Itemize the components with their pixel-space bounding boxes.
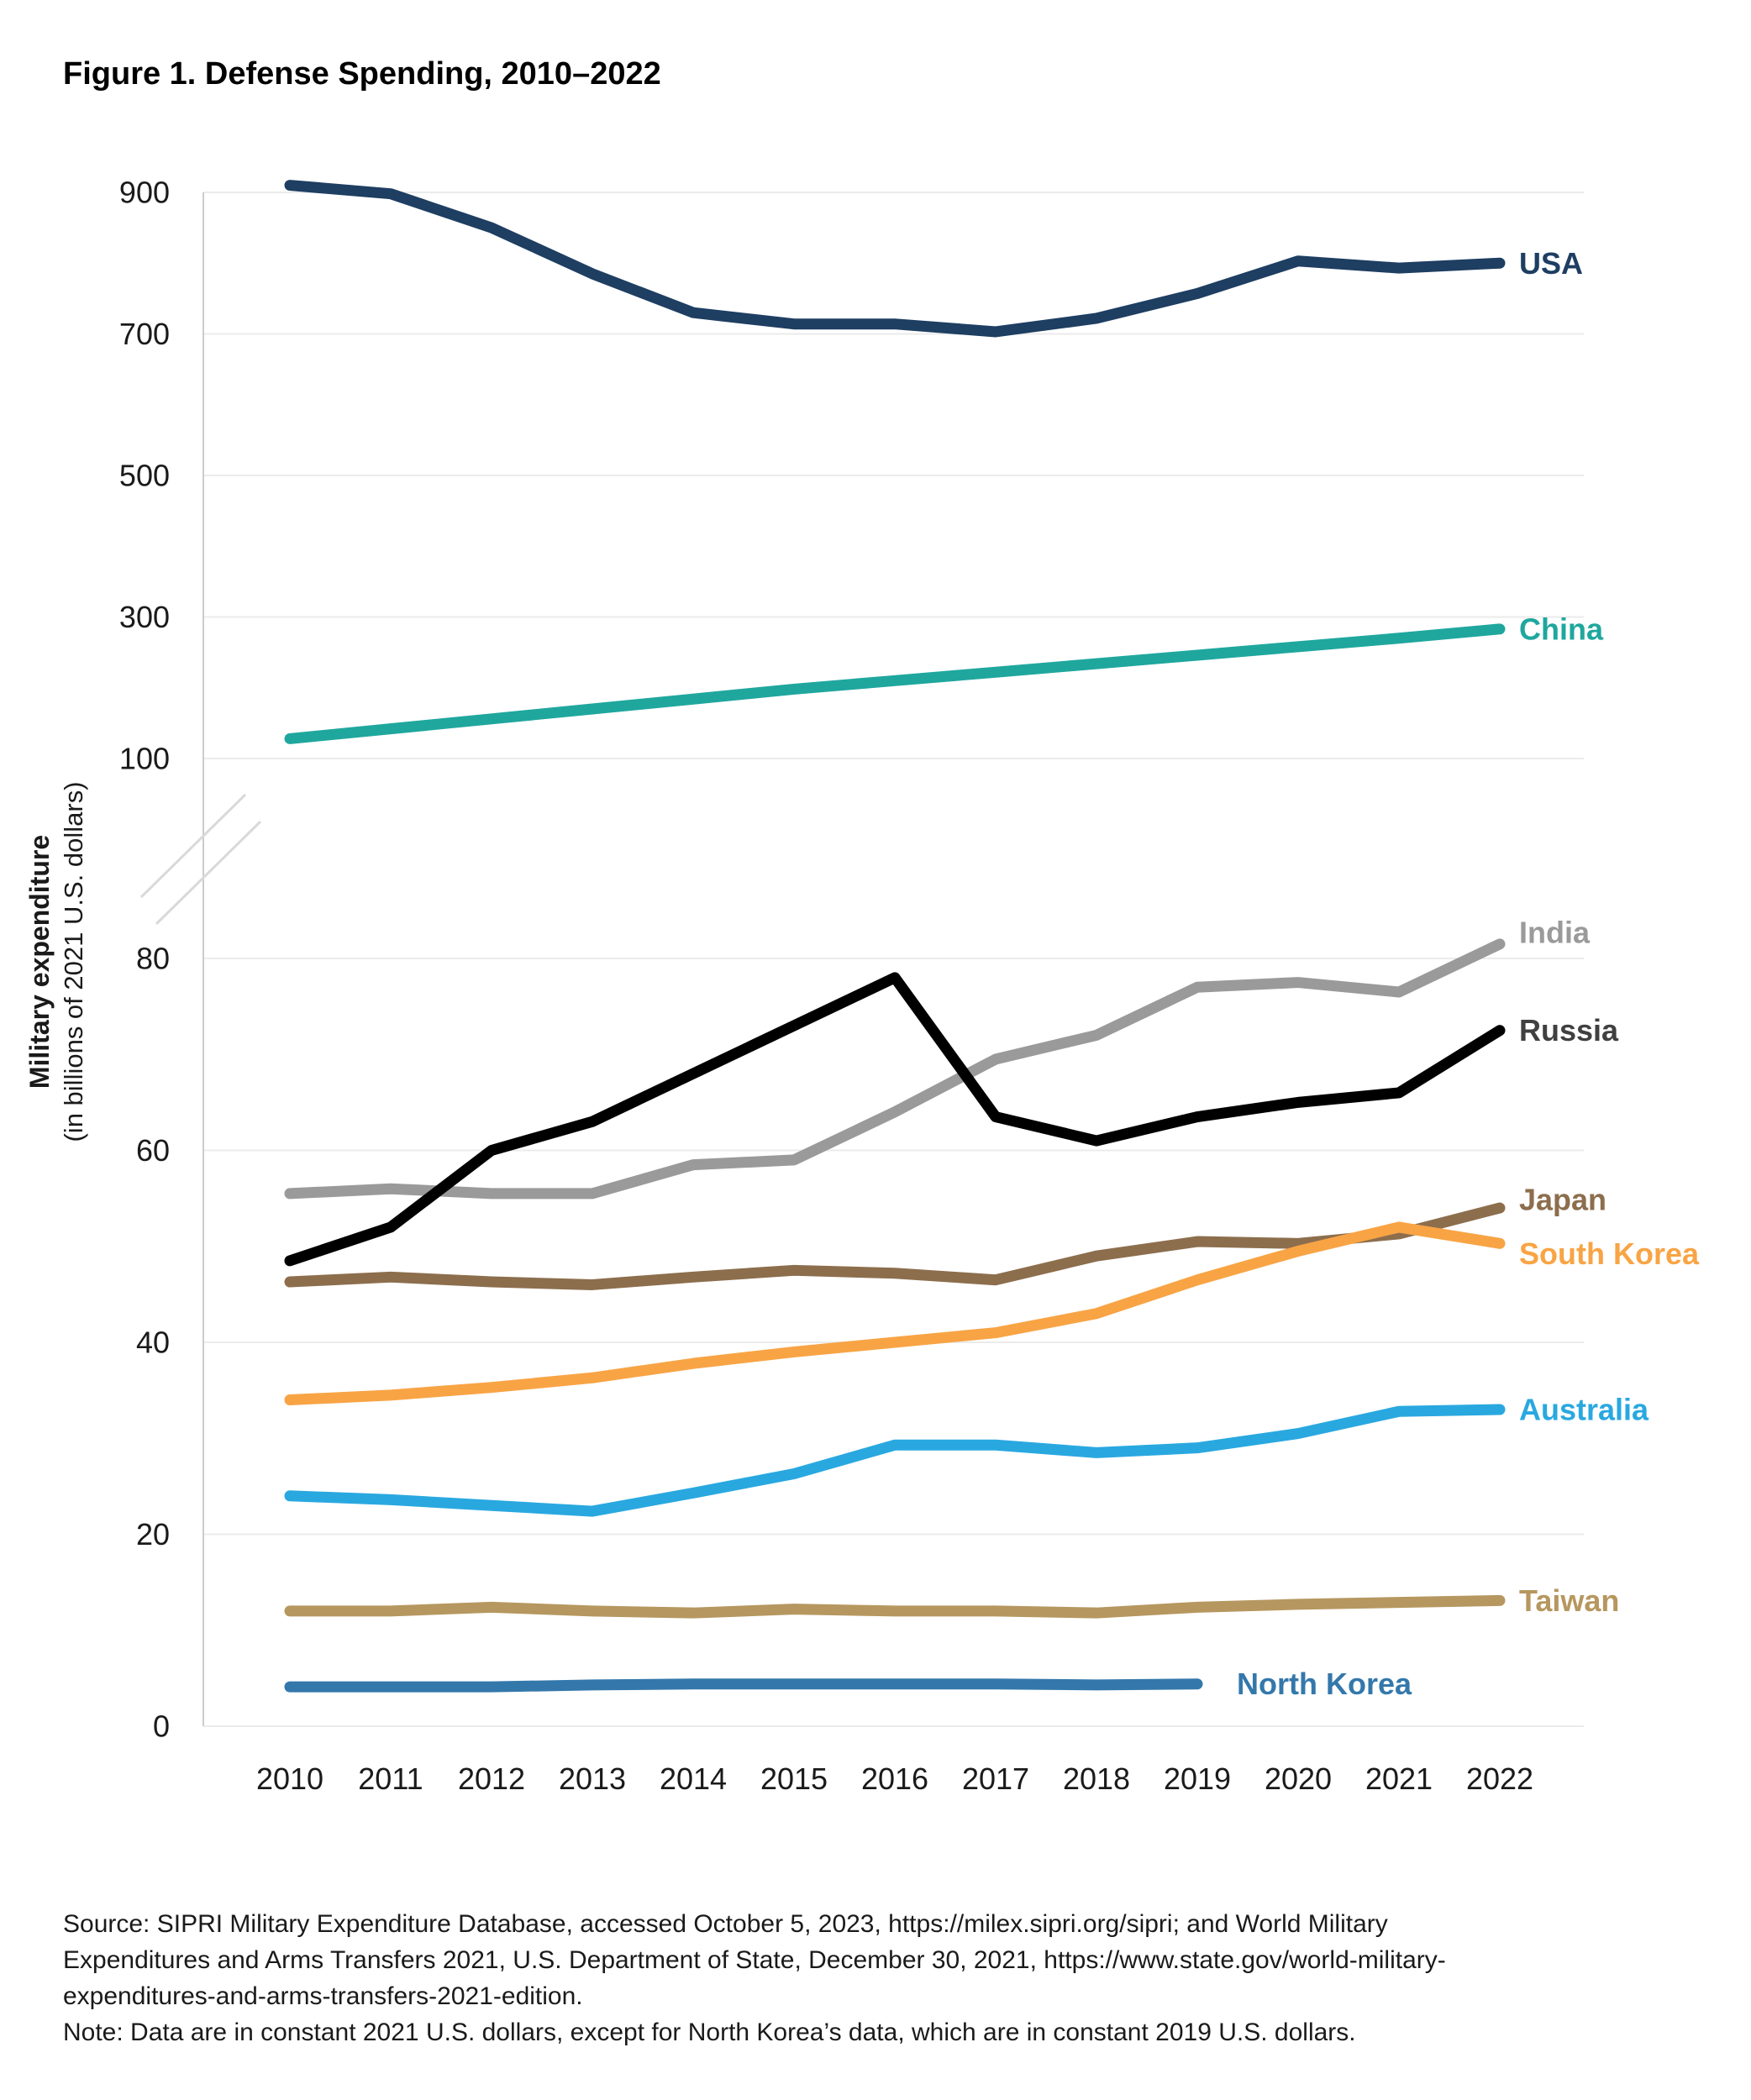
y-tick-60: 60 <box>135 1133 170 1168</box>
y-axis-title-main: Military expenditure <box>24 834 55 1089</box>
source-line-2: Expenditures and Arms Transfers 2021, U.S. Department of State, December 30, 2021, https://www.state.gov/world-military- <box>63 1946 1446 1974</box>
series-line-russia <box>290 978 1500 1261</box>
x-tick-2022: 2022 <box>1465 1761 1534 1796</box>
x-tick-2010: 2010 <box>255 1761 324 1796</box>
series-line-australia <box>290 1410 1500 1511</box>
x-tick-2020: 2020 <box>1264 1761 1333 1796</box>
source-line-3: expenditures-and-arms-transfers-2021-edition. <box>63 1982 583 2010</box>
axis-break-mark-1 <box>141 795 245 897</box>
x-tick-2011: 2011 <box>358 1761 423 1796</box>
series-line-usa <box>290 186 1500 332</box>
x-tick-2019: 2019 <box>1163 1761 1232 1796</box>
source-line-1: Source: SIPRI Military Expenditure Database, accessed October 5, 2023, https://milex.sipri.org/sipri; and World Military <box>63 1910 1388 1938</box>
x-tick-2021: 2021 <box>1365 1761 1433 1796</box>
series-line-north-korea <box>290 1684 1197 1687</box>
y-axis-title-sub: (in billions of 2021 U.S. dollars) <box>59 781 88 1142</box>
series-label-japan: Japan <box>1519 1182 1607 1217</box>
y-tick-900: 900 <box>118 175 170 210</box>
series-label-australia: Australia <box>1519 1392 1649 1427</box>
x-tick-2016: 2016 <box>860 1761 929 1796</box>
series-line-south-korea <box>290 1227 1500 1400</box>
figure-title: Figure 1. Defense Spending, 2010–2022 <box>63 56 661 92</box>
y-tick-700: 700 <box>118 317 170 351</box>
plot-area <box>119 176 1700 1797</box>
series-label-russia: Russia <box>1519 1013 1619 1048</box>
series-label-taiwan: Taiwan <box>1519 1583 1620 1618</box>
y-tick-40: 40 <box>135 1325 170 1360</box>
y-tick-300: 300 <box>118 600 170 634</box>
x-tick-2017: 2017 <box>961 1761 1030 1796</box>
x-tick-2014: 2014 <box>659 1761 728 1796</box>
y-tick-500: 500 <box>118 458 170 493</box>
source-note-block <box>63 1910 1446 2046</box>
series-label-usa: USA <box>1519 245 1584 281</box>
note-line: Note: Data are in constant 2021 U.S. dollars, except for North Korea’s data, which are in constant 2019 U.S. dollars. <box>63 2019 1356 2046</box>
series-label-south-korea: South Korea <box>1519 1236 1700 1271</box>
axis-break-mark-2 <box>156 822 260 924</box>
series-label-north-korea: North Korea <box>1237 1667 1412 1702</box>
y-axis-title <box>24 781 88 1142</box>
y-tick-20: 20 <box>135 1517 170 1551</box>
x-tick-2012: 2012 <box>457 1761 526 1796</box>
y-tick-100: 100 <box>118 741 170 776</box>
series-label-china: China <box>1519 612 1604 647</box>
y-tick-0: 0 <box>152 1709 170 1744</box>
series-line-taiwan <box>290 1600 1500 1613</box>
x-tick-2015: 2015 <box>760 1761 828 1796</box>
series-label-india: India <box>1519 915 1591 950</box>
series-line-china <box>290 629 1500 739</box>
x-tick-2018: 2018 <box>1062 1761 1131 1796</box>
x-tick-2013: 2013 <box>558 1761 627 1796</box>
y-tick-80: 80 <box>135 941 170 976</box>
